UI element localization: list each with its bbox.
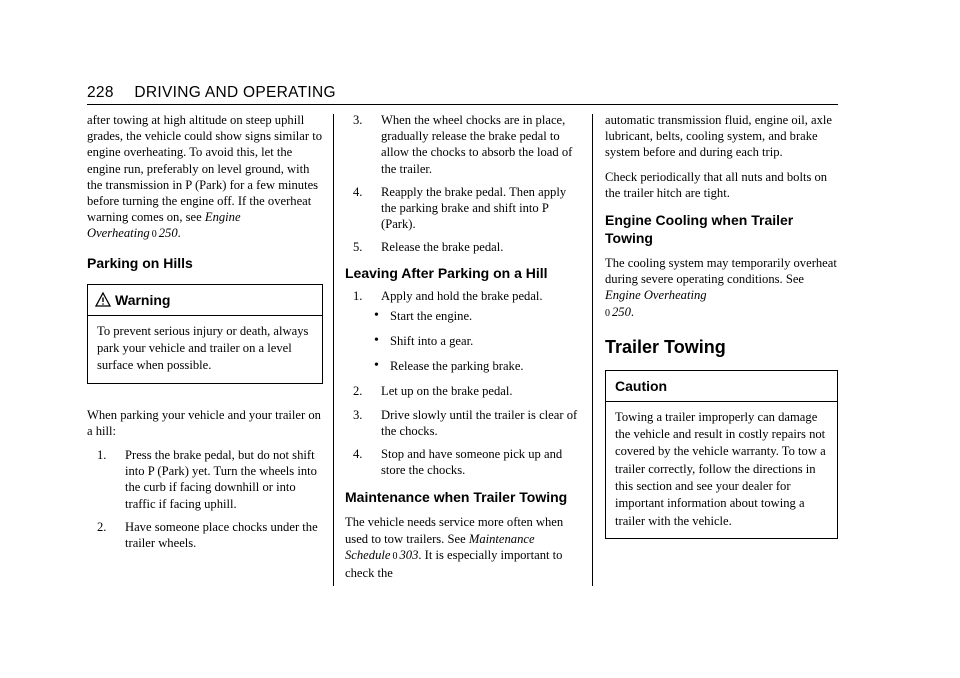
- cross-reference[interactable]: Maintenance Schedule 0 303: [345, 531, 535, 562]
- heading-trailer-towing: Trailer Towing: [605, 336, 726, 357]
- parking-steps-continued: [345, 112, 581, 256]
- warning-triangle-icon: [95, 287, 111, 317]
- warning-text: To prevent serious injury or death, always park your vehicle and trailer on a level surface when possible.: [97, 323, 309, 373]
- parking-steps: [87, 447, 323, 551]
- leaving-steps: [345, 288, 581, 304]
- warning-title: Warning: [115, 291, 171, 308]
- list-item: 3. Drive slowly until the trailer is clear of the chocks.: [353, 407, 578, 438]
- list-item: 2. Let up on the brake pedal.: [353, 384, 513, 399]
- parking-intro: When parking your vehicle and your trailer on a hill:: [87, 407, 321, 438]
- caution-text: Towing a trailer improperly can damage the vehicle and result in costly repairs not covered by the vehicle warranty. To tow a trailer correctly, follow the directions in this section and see your dealer for important information about towing a trailer with the vehicle.: [615, 409, 826, 528]
- caution-box: [605, 370, 838, 539]
- list-item: 1. Press the brake pedal, but do not shift into P (Park) yet. Turn the wheels into the curb if facing downhill or into traffic if facing uphill.: [97, 447, 317, 511]
- page-header: [87, 84, 336, 102]
- heading-engine-cooling: Engine Cooling when Trailer Towing: [605, 212, 794, 247]
- warning-box: [87, 284, 323, 384]
- section-title: DRIVING AND OPERATING: [134, 84, 336, 101]
- list-item: • Shift into a gear.: [374, 333, 474, 349]
- maintenance-paragraph: The vehicle needs service more often when used to tow trailers. See Maintenance Schedule 0 303. It is especially important to check the: [345, 515, 564, 581]
- cross-reference[interactable]: Engine Overheating 0 250: [605, 288, 707, 319]
- list-item: 2. Have someone place chocks under the trailer wheels.: [97, 519, 318, 550]
- bullet-icon: •: [374, 358, 379, 374]
- check-paragraph: Check periodically that all nuts and bolts on the trailer hitch are tight.: [605, 169, 828, 200]
- warning-header: [88, 285, 322, 316]
- intro-paragraph: after towing at high altitude on steep uphill grades, the vehicle could show signs similar to engine overheating. To avoid this, let the engine run, preferably on level ground, with the transmission in P (Park) for a few minutes before turning the engine off. If the overheat warning comes on, see Engine Overheating 0 250.: [87, 113, 323, 241]
- column-1: [87, 112, 323, 558]
- column-divider-1: [333, 114, 334, 586]
- heading-maintenance: Maintenance when Trailer Towing: [345, 489, 568, 506]
- column-divider-2: [592, 114, 593, 586]
- heading-parking-on-hills: Parking on Hills: [87, 254, 193, 271]
- heading-leaving-after-parking: Leaving After Parking on a Hill: [345, 264, 548, 281]
- column-3: [605, 112, 838, 539]
- list-item: 4. Stop and have someone pick up and store the chocks.: [353, 447, 563, 478]
- list-item: 1. Apply and hold the brake pedal.: [353, 288, 543, 303]
- page-ref-icon: 0: [605, 307, 610, 319]
- list-item: • Release the parking brake.: [374, 358, 524, 374]
- list-item: 5. Release the brake pedal.: [353, 240, 504, 255]
- page-number: 228: [87, 84, 114, 101]
- leaving-steps-continued: [345, 383, 581, 478]
- bullet-icon: •: [374, 333, 379, 349]
- leaving-bullets: [345, 308, 581, 375]
- list-item: 4. Reapply the brake pedal. Then apply the parking brake and shift into P (Park).: [353, 184, 567, 232]
- column-2: [345, 112, 581, 589]
- list-item: 3. When the wheel chocks are in place, gradually release the brake pedal to allow the chocks to absorb the load of the trailer.: [353, 113, 573, 176]
- header-rule: [87, 104, 838, 105]
- cross-reference[interactable]: Engine Overheating 0 250: [87, 210, 241, 241]
- page-ref-icon: 0: [392, 550, 398, 562]
- list-item: • Start the engine.: [374, 307, 473, 323]
- continued-paragraph: automatic transmission fluid, engine oil, axle lubricant, belts, cooling system, and brake system before and during each trip.: [605, 113, 832, 160]
- cooling-paragraph: The cooling system may temporarily overheat during severe operating conditions. See Engine Overheating 0 250.: [605, 256, 837, 319]
- bullet-icon: •: [374, 307, 379, 323]
- page-ref-icon: 0: [151, 229, 157, 241]
- caution-title: Caution: [606, 371, 837, 402]
